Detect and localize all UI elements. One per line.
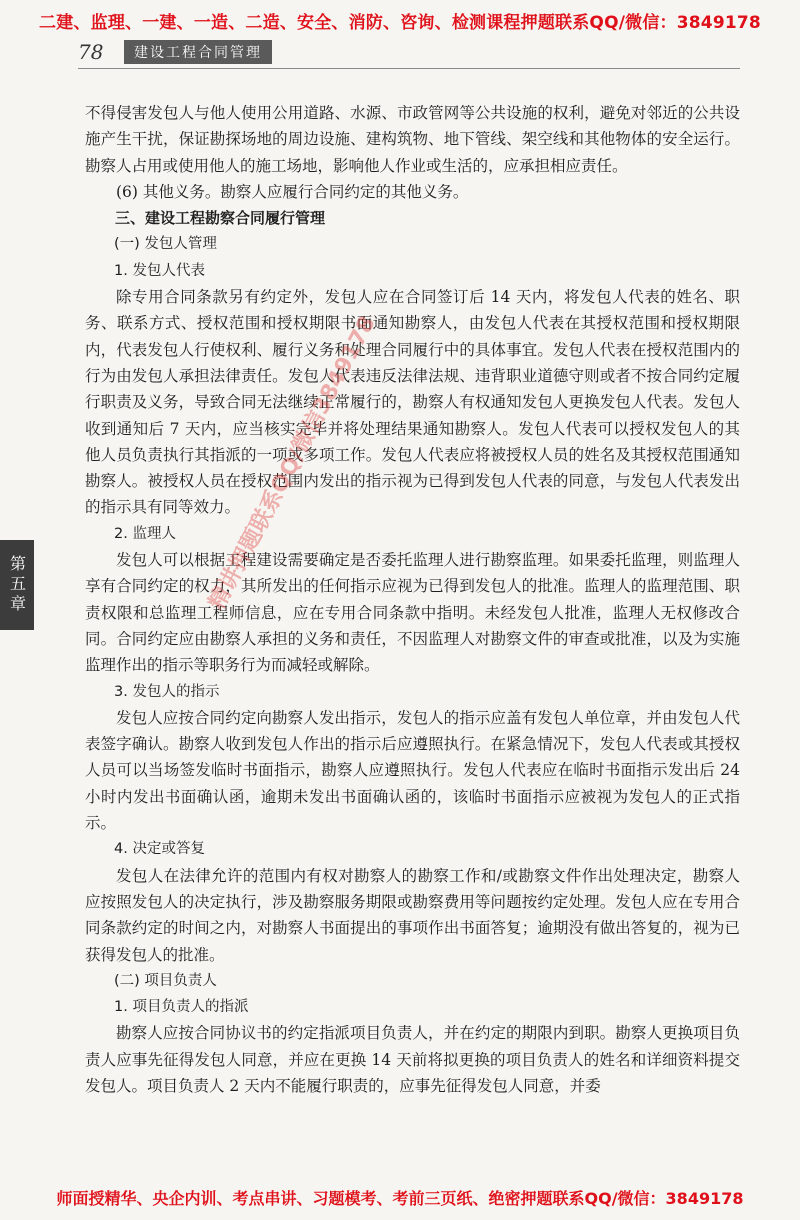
chapter-tab: 第五章 (0, 540, 34, 630)
subsection-heading-employer: (一) 发包人管理 (114, 236, 217, 253)
watermark: 精讲押题联系QQ/微信3849178 (204, 312, 381, 615)
item-heading-appointment: 1. 项目负责人的指派 (114, 999, 249, 1016)
paragraph-supervisor: 发包人可以根据工程建设需要确定是否委托监理人进行勘察监理。如果委托监理，则监理人享有合同约定的权力，其所发出的任何指示应视为已得到发包人的批准。监理人的监理范围、职责权限和总监理工程师信息，应在专用合同条款中指明。未经发包人批准，监理人无权修改合同。合同约定应由勘察人承担的义务和责任，不因监理人对勘察文件的审查或批准，以及为实施监理作出的指示等职务行为而减轻或解除。 (85, 551, 740, 675)
paragraph-decisions: 发包人在法律允许的范围内有权对勘察人的勘察工作和/或勘察文件作出处理决定，勘察人应按照发包人的决定执行，涉及勘察服务期限或勘察费用等问题按约定处理。发包人应在专用合同条款约定的时间之内，对勘察人书面提出的事项作出书面答复；逾期没有做出答复的，视为已获得发包人的批准。 (85, 866, 740, 964)
bottom-advertisement: 师面授精华、央企内训、考点串讲、习题模考、考前三页纸、绝密押题联系QQ/微信：3849178 (56, 1189, 744, 1208)
page-number: 78 (78, 40, 104, 64)
paragraph-instructions: 发包人应按合同约定向勘察人发出指示，发包人的指示应盖有发包人单位章，并由发包人代表签字确认。勘察人收到发包人作出的指示后应遵照执行。在紧急情况下，发包人代表或其授权人员可以当场签发临时书面指示，勘察人应遵照执行。发包人代表应在临时书面指示发出后 24 小时内发出书面确认函，逾期未发出书面确认函的，该临时书面指示应被视为发包人的正式指示。 (85, 708, 740, 833)
paragraph-continued: 不得侵害发包人与他人使用公用道路、水源、市政管网等公共设施的权利，避免对邻近的公共设施产生干扰，保证勘探场地的周边设施、建构筑物、地下管线、架空线和其他物体的安全运行。勘察人占用或使用他人的施工场地，影响他人作业或生活的，应承担相应责任。 (85, 104, 740, 175)
item-heading-instructions: 3. 发包人的指示 (114, 683, 220, 700)
item-heading-decisions: 4. 决定或答复 (114, 841, 205, 858)
item-heading-supervisor: 2. 监理人 (114, 525, 176, 542)
subsection-heading-project-lead: (二) 项目负责人 (114, 972, 217, 989)
header-rule (78, 68, 740, 69)
top-advertisement: 二建、监理、一建、一造、二造、安全、消防、咨询、检测课程押题联系QQ/微信：3849178 (39, 13, 761, 33)
page-body (85, 100, 740, 1099)
item-heading-representative: 1. 发包人代表 (114, 262, 205, 279)
paragraph-representative: 除专用合同条款另有约定外，发包人应在合同签订后 14 天内，将发包人代表的姓名、职务、联系方式、授权范围和授权期限书面通知勘察人，由发包人代表在其授权范围和授权期限内，代表发包人行使权利、履行义务和处理合同履行中的具体事宜。发包人代表在授权范围内的行为由发包人承担法律责任。发包人代表违反法律法规、违背职业道德守则或者不按合同约定履行职责及义务，导致合同无法继续正常履行的，勘察人有权通知发包人更换发包人代表。发包人收到通知后 7 天内，应当核实完毕并将处理结果通知勘察人。发包人代表可以授权发包人的其他人员负责执行其指派的一项或多项工作。发包人代表应将被授权人员的姓名及其授权范围通知勘察人。被授权人员在授权范围内发出的指示视为已得到发包人代表的同意，与发包人代表发出的指示具有同等效力。 (85, 288, 740, 517)
paragraph-appointment: 勘察人应按合同协议书的约定指派项目负责人，并在约定的期限内到职。勘察人更换项目负责人应事先征得发包人同意，并应在更换 14 天前将拟更换的项目负责人的姓名和详细资料提交发包人。项目负责人 2 天内不能履行职责的，应事先征得发包人同意，并委 (85, 1024, 740, 1095)
book-title: 建设工程合同管理 (124, 40, 272, 64)
page-header (78, 40, 272, 64)
paragraph-other-duties: (6) 其他义务。勘察人应履行合同约定的其他义务。 (116, 182, 469, 201)
section-heading: 三、建设工程勘察合同履行管理 (115, 209, 326, 228)
